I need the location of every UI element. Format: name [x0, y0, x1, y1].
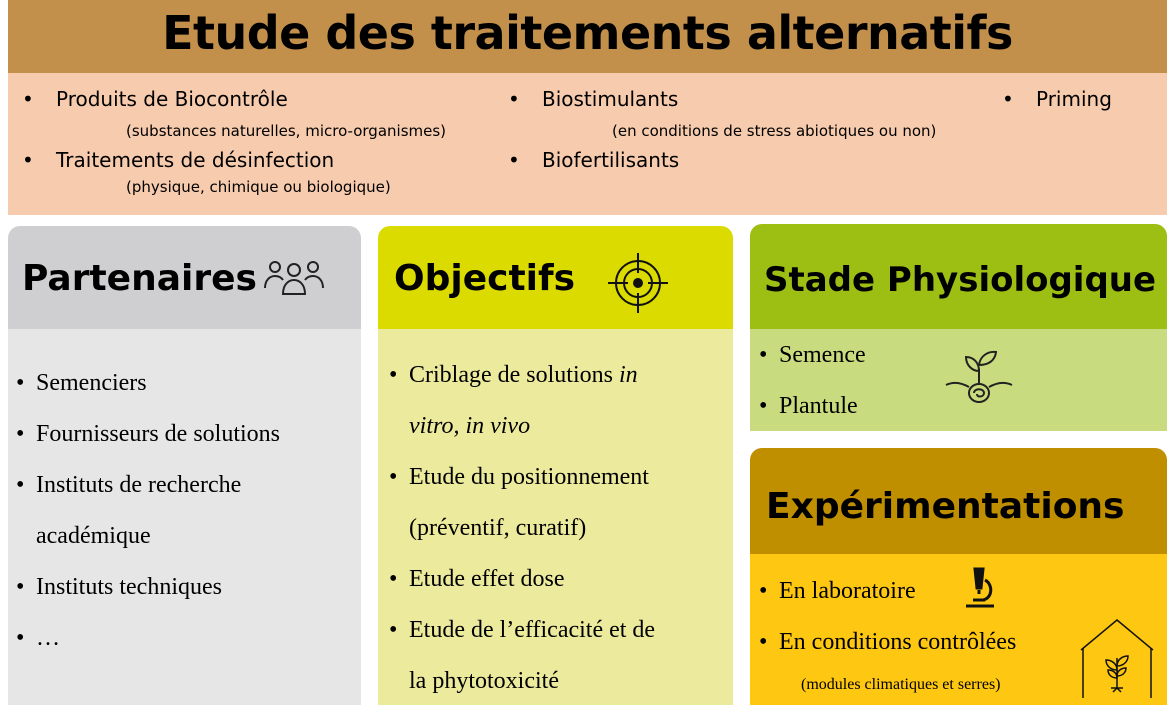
treatment-item-biostimulants: [508, 87, 678, 111]
people-group-icon: [263, 258, 325, 300]
bullet: •: [22, 87, 34, 111]
list-item: • Fournisseurs de solutions: [16, 421, 281, 447]
treatment-label: Priming: [1036, 87, 1112, 111]
objectifs-body: [378, 329, 733, 705]
list-item-continuation: vitro, in vivo: [409, 413, 531, 439]
stade-body: [750, 329, 1167, 431]
list-item: • Semence: [759, 342, 866, 368]
treatment-item-biocontrole: [22, 87, 288, 111]
treatment-detail: (substances naturelles, micro-organismes): [126, 122, 447, 140]
treatment-detail: (physique, chimique ou biologique): [126, 178, 391, 196]
stade-header: [750, 224, 1167, 329]
experimentations-title: Expérimentations: [766, 486, 1125, 527]
bullet: •: [22, 148, 34, 172]
treatment-label: Biofertilisants: [542, 148, 680, 172]
experimentations-detail: (modules climatiques et serres): [801, 676, 1001, 693]
bullet: •: [508, 148, 520, 172]
list-item: • En laboratoire: [759, 578, 916, 604]
treatment-item-priming: [1002, 87, 1112, 111]
list-item: • En conditions contrôlées: [759, 629, 1017, 655]
partenaires-title: Partenaires: [22, 258, 257, 299]
treatment-label: Produits de Biocontrôle: [56, 87, 288, 111]
greenhouse-plant-icon: [1079, 618, 1155, 698]
microscope-icon: [963, 566, 997, 610]
list-item: • Etude de l’efficacité et de: [389, 617, 656, 643]
treatment-label: Traitements de désinfection: [56, 148, 335, 172]
page-title: Etude des traitements alternatifs: [162, 6, 1013, 60]
title-bar: [8, 0, 1167, 73]
list-item: • …: [16, 625, 60, 651]
experimentations-header: [750, 448, 1167, 554]
partenaires-header: [8, 226, 361, 329]
treatment-item-desinfection: [22, 148, 334, 172]
bullet: •: [1002, 87, 1014, 111]
list-item: • Instituts techniques: [16, 574, 222, 600]
partenaires-body: [8, 329, 361, 705]
objectifs-title: Objectifs: [394, 258, 576, 299]
seedling-icon: [944, 347, 1014, 409]
list-item: • Instituts de recherche: [16, 472, 242, 498]
treatment-label: Biostimulants: [542, 87, 679, 111]
stade-title: Stade Physiologique: [764, 260, 1157, 300]
list-item: • Etude du positionnement: [389, 464, 649, 490]
bullet: •: [508, 87, 520, 111]
list-item: • Criblage de solutions in: [389, 362, 638, 388]
list-item-continuation: (préventif, curatif): [409, 515, 587, 541]
treatment-item-biofertilisants: [508, 148, 679, 172]
list-item-continuation: la phytotoxicité: [409, 668, 559, 694]
treatment-detail: (en conditions de stress abiotiques ou non): [612, 122, 937, 140]
list-item: • Plantule: [759, 393, 858, 419]
list-item-continuation: académique: [36, 523, 151, 549]
target-icon: [606, 251, 670, 315]
objectifs-header: [378, 226, 733, 329]
list-item: • Semenciers: [16, 370, 147, 396]
list-item: • Etude effet dose: [389, 566, 565, 592]
experimentations-body: [750, 554, 1167, 705]
